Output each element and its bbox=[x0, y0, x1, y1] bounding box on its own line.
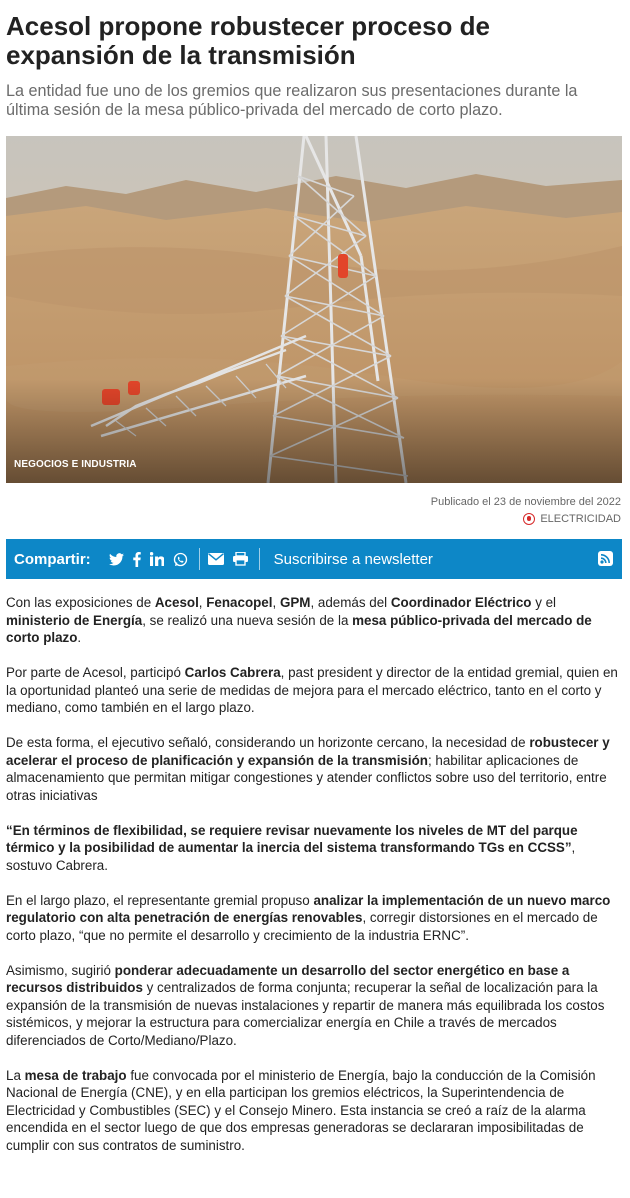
newsletter-link[interactable]: Suscribirse a newsletter bbox=[273, 550, 433, 568]
text-run: La bbox=[6, 1067, 25, 1083]
bold-text: analizar la implementación de un nuevo marco regulatorio con alta penetración de energías renovables bbox=[6, 892, 611, 925]
hero-image bbox=[6, 136, 622, 483]
text-run: fue convocada por el ministerio de Energía, bajo la conducción de la Comisión Nacional de Energía (CNE), y en ella participan los gremios eléctricos, la Superintendencia de Electricidad y Combustibles (SEC) y el Consejo Minero. Esta instancia se creó a raíz de la alarma encendida en el sector luego de que dos empresas generadoras se declararan imposibilitadas de cumplir con sus contratos de suministro. bbox=[6, 1067, 596, 1153]
text-run: Por parte de Acesol, participó bbox=[6, 665, 185, 680]
text-run: , bbox=[272, 595, 280, 610]
article-paragraph bbox=[6, 962, 618, 1050]
article-paragraph bbox=[6, 892, 618, 945]
twitter-icon[interactable] bbox=[109, 549, 124, 569]
bold-text: ponderar adecuadamente un desarrollo del sector energético en base a recursos distribuidos bbox=[6, 962, 570, 995]
print-icon[interactable] bbox=[233, 549, 248, 569]
share-divider bbox=[259, 548, 260, 570]
article-paragraph bbox=[6, 594, 618, 647]
share-label: Compartir: bbox=[14, 550, 91, 568]
text-run: , past president y director de la entidad gremial, quien en la oportunidad planteó una serie de medidas de mejora para el mercado eléctrico, tanto en el corto y mediano, como también en el largo plazo. bbox=[6, 665, 618, 715]
article-paragraph bbox=[6, 822, 618, 875]
bold-text: mesa de trabajo bbox=[24, 1067, 127, 1083]
text-run: y el bbox=[531, 595, 557, 610]
bold-text: Coordinador Eléctrico bbox=[390, 595, 532, 610]
text-run: En el largo plazo, el representante gremial propuso bbox=[6, 892, 314, 908]
bold-text: ministerio de Energía bbox=[6, 612, 143, 628]
whatsapp-icon[interactable] bbox=[173, 549, 188, 569]
bold-text: robustecer y acelerar el proceso de planificación y expansión de la transmisión bbox=[6, 735, 610, 768]
linkedin-icon[interactable] bbox=[150, 549, 164, 569]
rss-icon[interactable] bbox=[598, 551, 613, 566]
share-divider bbox=[199, 548, 200, 570]
email-icon[interactable] bbox=[208, 549, 224, 569]
image-category-tag[interactable]: NEGOCIOS E INDUSTRIA bbox=[14, 459, 137, 470]
facebook-icon[interactable] bbox=[133, 549, 141, 569]
share-bar bbox=[6, 539, 622, 579]
category-label: ELECTRICIDAD bbox=[540, 513, 621, 525]
bold-text: Fenacopel bbox=[206, 595, 273, 610]
text-run: , bbox=[198, 595, 207, 610]
hero-photo-illustration bbox=[6, 136, 622, 483]
text-run: Asimismo, sugirió bbox=[6, 962, 115, 978]
text-run: , sostuvo Cabrera. bbox=[6, 840, 576, 873]
text-run: ; habilitar aplicaciones de almacenamiento que permitan mitigar congestiones y atender conflictos sobre uso del territorio, entre otras iniciativas bbox=[6, 752, 607, 803]
article-title: Acesol propone robustecer proceso de expansión de la transmisión bbox=[6, 11, 491, 70]
text-run: , corregir distorsiones en el mercado de corto plazo, “que no permite el desarrollo y crecimiento de la industria ERNC”. bbox=[6, 910, 598, 943]
publish-date: Publicado el 23 de noviembre del 2022 bbox=[430, 496, 621, 508]
article-body bbox=[6, 594, 618, 1172]
article-paragraph bbox=[6, 734, 618, 804]
text-run: Con las exposiciones de bbox=[6, 595, 155, 610]
article-paragraph bbox=[6, 664, 618, 717]
article-subtitle: La entidad fue uno de los gremios que realizaron sus presentaciones durante la última sesión de la mesa público-privada del mercado de corto plazo. bbox=[6, 82, 578, 119]
target-icon bbox=[523, 513, 535, 525]
article-paragraph bbox=[6, 1067, 618, 1155]
bold-text: “En términos de flexibilidad, se requiere revisar nuevamente los niveles de MT del parque térmico y la posibilidad de aumentar la inercia del sistema transformando TGs en CCSS” bbox=[6, 822, 578, 855]
bold-text: Acesol bbox=[154, 595, 199, 610]
text-run: . bbox=[77, 630, 82, 645]
text-run: , se realizó una nueva sesión de la bbox=[142, 612, 353, 628]
text-run: De esta forma, el ejecutivo señaló, considerando un horizonte cercano, la necesidad de bbox=[6, 735, 530, 750]
bold-text: mesa público-privada del mercado de corto plazo bbox=[6, 612, 592, 645]
text-run: y centralizados de forma conjunta; recuperar la señal de localización para la expansión de la transmisión de nuevas instalaciones y repartir de manera más equilibrada los costos sistémicos, y mejorar la estructura para comercializar energía en Chile a través de mercados diferenciados de Corto/Mediano/Plazo. bbox=[6, 980, 605, 1048]
bold-text: GPM bbox=[279, 595, 311, 610]
category-link[interactable] bbox=[523, 513, 621, 525]
bold-text: Carlos Cabrera bbox=[184, 665, 281, 680]
text-run: , además del bbox=[310, 595, 391, 610]
